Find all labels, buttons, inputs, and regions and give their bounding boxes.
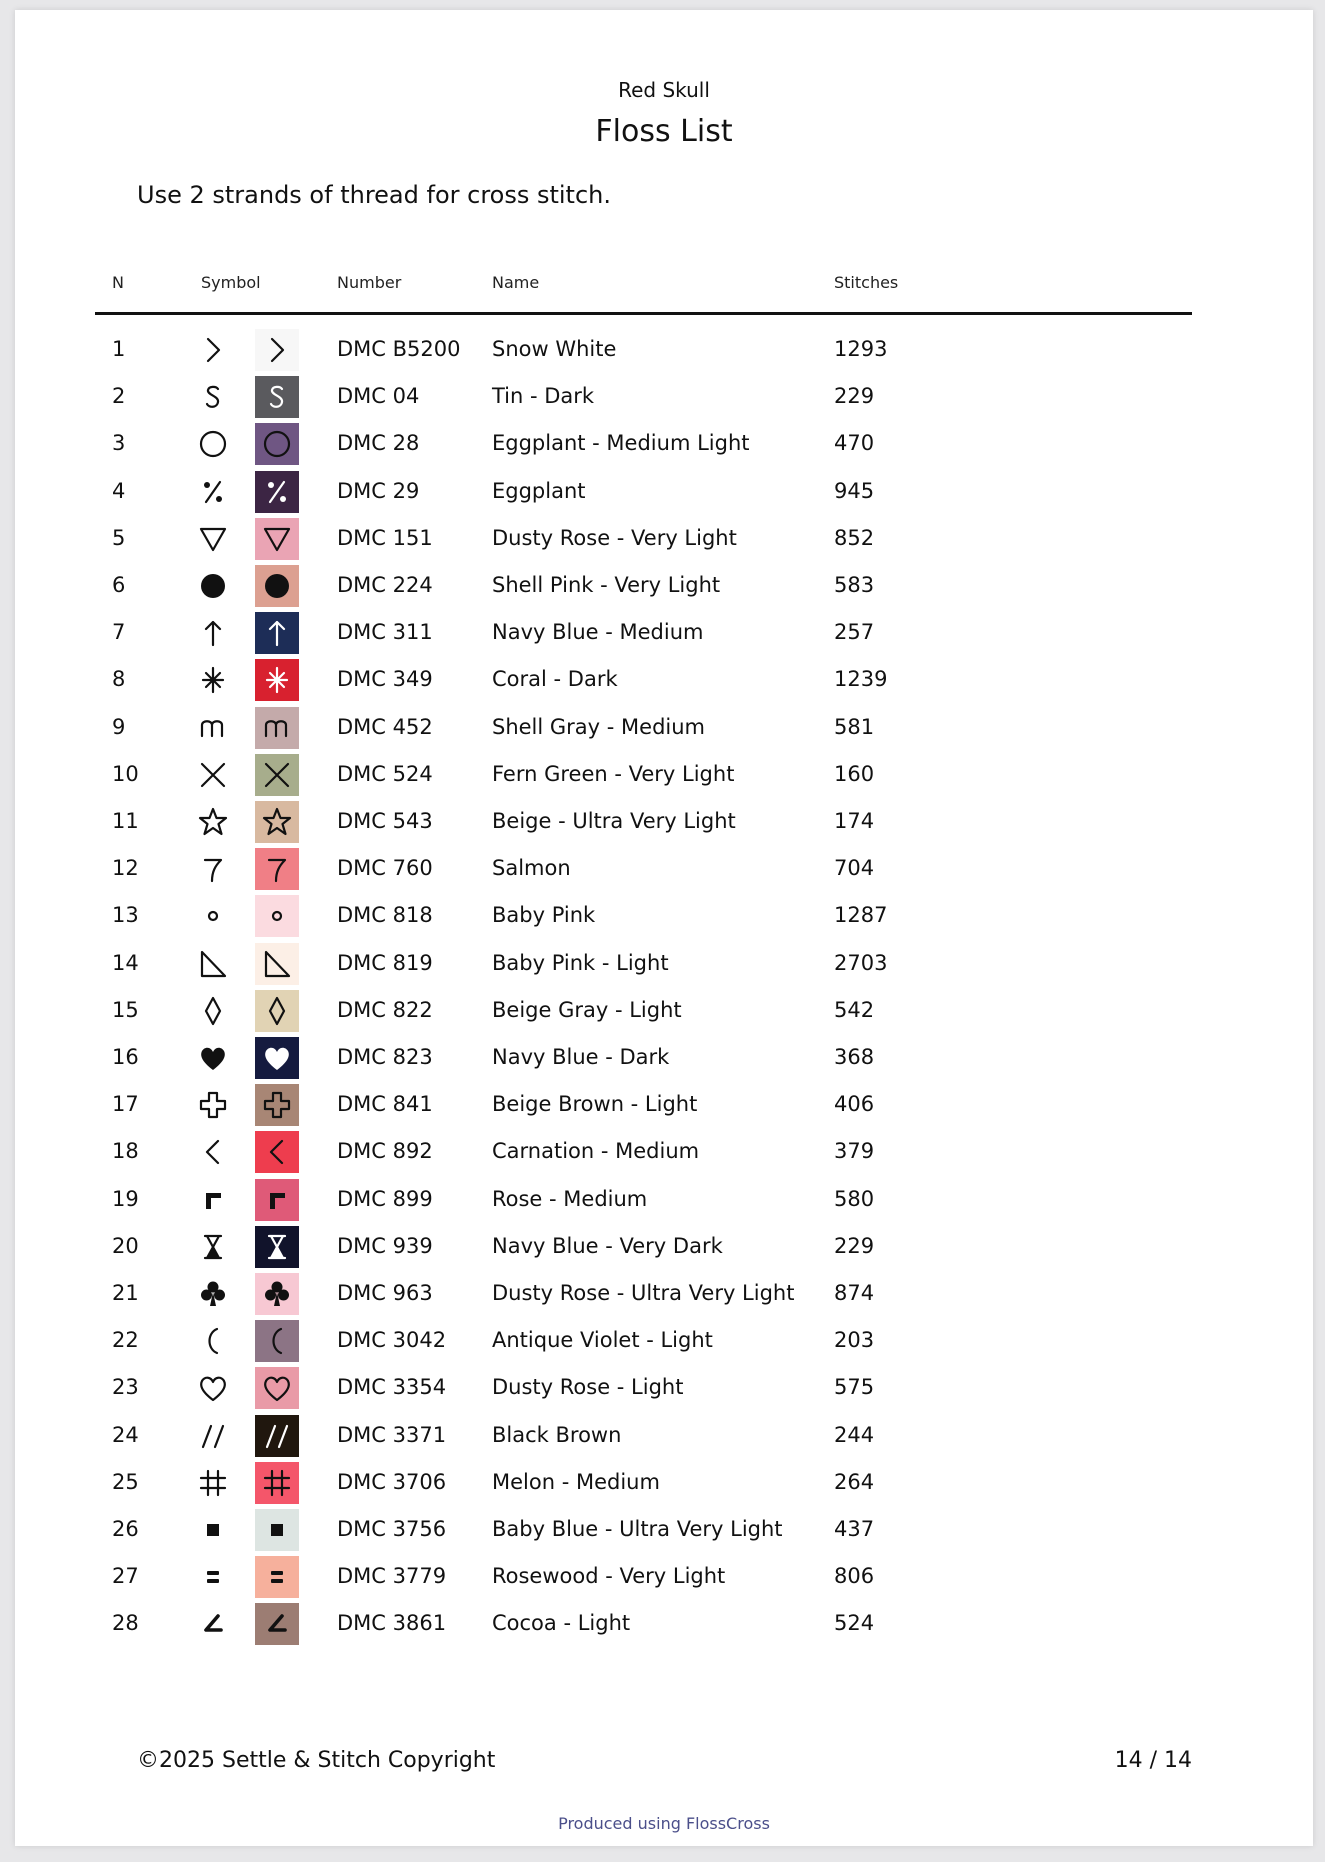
row-index: 15 (112, 997, 139, 1022)
table-row (95, 562, 1192, 609)
floss-name: Shell Gray - Medium (492, 714, 706, 739)
floss-name: Antique Violet - Light (492, 1328, 713, 1353)
header-name: Name (492, 273, 540, 292)
stitch-count: 1293 (834, 337, 888, 361)
produced-by-text: Produced using FlossCross (558, 1814, 770, 1833)
floss-name: Baby Pink (492, 903, 596, 928)
color-swatch (255, 848, 299, 890)
row-index: 11 (112, 809, 139, 833)
floss-number: DMC 841 (337, 1092, 433, 1117)
color-swatch (255, 471, 299, 513)
stitch-count: 203 (834, 1328, 875, 1353)
stitch-count: 174 (834, 809, 875, 833)
floss-name: Beige Brown - Light (492, 1092, 698, 1117)
stitch-count: 806 (834, 1564, 875, 1589)
row-index: 9 (112, 714, 126, 739)
color-swatch (255, 707, 299, 749)
table-header (95, 273, 1192, 315)
floss-name: Beige - Ultra Very Light (492, 809, 736, 833)
color-swatch (255, 943, 299, 985)
floss-number: DMC 760 (337, 856, 433, 881)
stitch-count: 257 (834, 620, 875, 645)
floss-name: Carnation - Medium (492, 1139, 700, 1164)
floss-name: Shell Pink - Very Light (492, 573, 721, 597)
row-index: 17 (112, 1092, 139, 1117)
floss-number: DMC 524 (337, 761, 433, 786)
table-row (95, 1223, 1192, 1270)
stitch-count: 581 (834, 714, 875, 739)
table-row (95, 609, 1192, 656)
row-index: 5 (112, 525, 126, 550)
floss-number: DMC 818 (337, 903, 433, 928)
row-index: 14 (112, 950, 139, 975)
stitch-count: 874 (834, 1281, 875, 1305)
row-index: 23 (112, 1375, 139, 1400)
row-index: 19 (112, 1186, 139, 1211)
color-swatch (255, 754, 299, 796)
floss-list-page (15, 10, 1313, 1846)
stitch-count: 542 (834, 997, 875, 1022)
chevron-right-icon (196, 333, 230, 367)
floss-number: DMC 28 (337, 431, 420, 456)
stitch-count: 852 (834, 525, 875, 550)
header-n: N (112, 273, 124, 292)
small-circle-icon (196, 899, 230, 933)
color-swatch (255, 1084, 299, 1126)
row-index: 18 (112, 1139, 139, 1164)
floss-name: Coral - Dark (492, 667, 618, 692)
color-swatch (255, 1603, 299, 1645)
color-swatch (255, 1462, 299, 1504)
floss-name: Beige Gray - Light (492, 997, 682, 1022)
star-outline-icon (196, 805, 230, 839)
table-row (95, 1364, 1192, 1411)
angle-mark-icon (196, 1607, 230, 1641)
floss-number: DMC 3354 (337, 1375, 447, 1400)
table-row (95, 1270, 1192, 1317)
row-index: 3 (112, 431, 126, 456)
double-slash-icon (196, 1419, 230, 1453)
stitch-count: 244 (834, 1422, 875, 1447)
stitch-count: 704 (834, 856, 875, 881)
row-index: 27 (112, 1564, 139, 1589)
floss-name: Tin - Dark (492, 384, 595, 409)
floss-name: Navy Blue - Very Dark (492, 1233, 723, 1258)
floss-number: DMC 29 (337, 478, 420, 503)
chevron-left-icon (196, 1135, 230, 1169)
small-square-icon (196, 1513, 230, 1547)
table-row (95, 1412, 1192, 1459)
floss-number: DMC 3779 (337, 1564, 447, 1589)
page-title: Floss List (595, 114, 733, 149)
diamond-icon (196, 994, 230, 1028)
row-index: 6 (112, 573, 126, 597)
letter-m-icon (196, 711, 230, 745)
row-index: 12 (112, 856, 139, 881)
row-index: 2 (112, 384, 126, 409)
page-number: 14 / 14 (1114, 1748, 1192, 1773)
floss-number: DMC 3042 (337, 1328, 447, 1353)
club-icon (196, 1277, 230, 1311)
floss-number: DMC 822 (337, 997, 433, 1022)
row-index: 26 (112, 1517, 139, 1541)
table-row (95, 987, 1192, 1034)
floss-name: Dusty Rose - Light (492, 1375, 684, 1400)
table-row (95, 1176, 1192, 1223)
floss-name: Black Brown (492, 1422, 622, 1447)
floss-name: Dusty Rose - Very Light (492, 525, 737, 550)
floss-number: DMC 04 (337, 384, 420, 409)
color-swatch (255, 565, 299, 607)
floss-name: Snow White (492, 337, 617, 361)
floss-name: Cocoa - Light (492, 1611, 631, 1636)
stitch-count: 229 (834, 1233, 875, 1258)
stitch-count: 524 (834, 1611, 875, 1636)
floss-name: Baby Pink - Light (492, 950, 669, 975)
stitch-instructions: Use 2 strands of thread for cross stitch. (137, 181, 611, 209)
table-row (95, 1553, 1192, 1600)
floss-number: DMC 939 (337, 1233, 433, 1258)
row-index: 20 (112, 1233, 139, 1258)
hourglass-icon (196, 1230, 230, 1264)
stitch-count: 583 (834, 573, 875, 597)
row-index: 7 (112, 620, 126, 645)
row-index: 10 (112, 761, 139, 786)
header-number: Number (337, 273, 402, 292)
floss-number: DMC 3756 (337, 1517, 447, 1541)
floss-name: Melon - Medium (492, 1469, 660, 1494)
floss-number: DMC 543 (337, 809, 433, 833)
row-index: 1 (112, 337, 126, 361)
stitch-count: 1239 (834, 667, 888, 692)
table-row (95, 1459, 1192, 1506)
floss-name: Eggplant - Medium Light (492, 431, 750, 456)
table-row (95, 1600, 1192, 1647)
floss-name: Rosewood - Very Light (492, 1564, 726, 1589)
pattern-name: Red Skull (618, 78, 710, 102)
stitch-count: 1287 (834, 903, 888, 928)
table-row (95, 798, 1192, 845)
table-row (95, 940, 1192, 987)
circle-outline-icon (196, 427, 230, 461)
table-row (95, 892, 1192, 939)
stitch-count: 2703 (834, 950, 888, 975)
row-index: 13 (112, 903, 139, 928)
table-row (95, 420, 1192, 467)
header-symbol: Symbol (201, 273, 261, 292)
table-row (95, 656, 1192, 703)
row-index: 24 (112, 1422, 139, 1447)
color-swatch (255, 423, 299, 465)
plus-outline-icon (196, 1088, 230, 1122)
stitch-count: 575 (834, 1375, 875, 1400)
floss-name: Baby Blue - Ultra Very Light (492, 1517, 783, 1541)
color-swatch (255, 990, 299, 1032)
table-row (95, 1081, 1192, 1128)
right-triangle-icon (196, 947, 230, 981)
row-index: 22 (112, 1328, 139, 1353)
row-index: 25 (112, 1469, 139, 1494)
header-stitches: Stitches (834, 273, 899, 292)
floss-name: Navy Blue - Medium (492, 620, 704, 645)
stitch-count: 437 (834, 1517, 875, 1541)
row-index: 16 (112, 1045, 139, 1069)
floss-name: Dusty Rose - Ultra Very Light (492, 1281, 795, 1305)
asterisk-icon (196, 663, 230, 697)
table-row (95, 373, 1192, 420)
heart-filled-icon (196, 1041, 230, 1075)
table-row (95, 515, 1192, 562)
table-row (95, 1034, 1192, 1081)
color-swatch (255, 1556, 299, 1598)
crescent-icon (196, 1324, 230, 1358)
floss-number: DMC 452 (337, 714, 433, 739)
row-index: 8 (112, 667, 126, 692)
floss-number: DMC 3371 (337, 1422, 447, 1447)
color-swatch (255, 1367, 299, 1409)
color-swatch (255, 1273, 299, 1315)
table-row (95, 1128, 1192, 1175)
color-swatch (255, 801, 299, 843)
seven-icon (196, 852, 230, 886)
stitch-count: 945 (834, 478, 875, 503)
color-swatch (255, 659, 299, 701)
color-swatch (255, 1037, 299, 1079)
circle-filled-icon (196, 569, 230, 603)
floss-name: Salmon (492, 856, 571, 881)
stitch-count: 264 (834, 1469, 875, 1494)
color-swatch (255, 1131, 299, 1173)
table-row (95, 751, 1192, 798)
arrow-up-icon (196, 616, 230, 650)
floss-name: Eggplant (492, 478, 586, 503)
floss-name: Navy Blue - Dark (492, 1045, 670, 1069)
floss-number: DMC 224 (337, 573, 433, 597)
floss-number: DMC 823 (337, 1045, 433, 1069)
table-row (95, 1317, 1192, 1364)
color-swatch (255, 1226, 299, 1268)
copyright-text: ©2025 Settle & Stitch Copyright (137, 1748, 496, 1773)
floss-number: DMC 349 (337, 667, 433, 692)
color-swatch (255, 895, 299, 937)
stitch-count: 229 (834, 384, 875, 409)
floss-number: DMC 311 (337, 620, 433, 645)
cross-x-icon (196, 758, 230, 792)
color-swatch (255, 518, 299, 560)
letter-s-icon (196, 380, 230, 414)
color-swatch (255, 1179, 299, 1221)
row-index: 21 (112, 1281, 139, 1305)
floss-number: DMC 3861 (337, 1611, 447, 1636)
color-swatch (255, 376, 299, 418)
table-row (95, 326, 1192, 373)
stitch-count: 580 (834, 1186, 875, 1211)
heart-outline-icon (196, 1371, 230, 1405)
floss-number: DMC 963 (337, 1281, 433, 1305)
floss-number: DMC 819 (337, 950, 433, 975)
color-swatch (255, 1509, 299, 1551)
color-swatch (255, 612, 299, 654)
stitch-count: 379 (834, 1139, 875, 1164)
percent-icon (196, 475, 230, 509)
table-row (95, 845, 1192, 892)
stitch-count: 368 (834, 1045, 875, 1069)
floss-number: DMC 3706 (337, 1469, 447, 1494)
floss-number: DMC 151 (337, 525, 433, 550)
stitch-count: 406 (834, 1092, 875, 1117)
floss-number: DMC 892 (337, 1139, 433, 1164)
equals-icon (196, 1560, 230, 1594)
triangle-down-icon (196, 522, 230, 556)
color-swatch (255, 1415, 299, 1457)
row-index: 4 (112, 478, 126, 503)
hash-icon (196, 1466, 230, 1500)
floss-number: DMC B5200 (337, 337, 461, 361)
table-row (95, 704, 1192, 751)
floss-number: DMC 899 (337, 1186, 433, 1211)
table-row (95, 468, 1192, 515)
color-swatch (255, 1320, 299, 1362)
corner-icon (196, 1183, 230, 1217)
stitch-count: 160 (834, 761, 875, 786)
table-row (95, 1506, 1192, 1553)
floss-name: Fern Green - Very Light (492, 761, 735, 786)
row-index: 28 (112, 1611, 139, 1636)
stitch-count: 470 (834, 431, 875, 456)
color-swatch (255, 329, 299, 371)
floss-name: Rose - Medium (492, 1186, 648, 1211)
